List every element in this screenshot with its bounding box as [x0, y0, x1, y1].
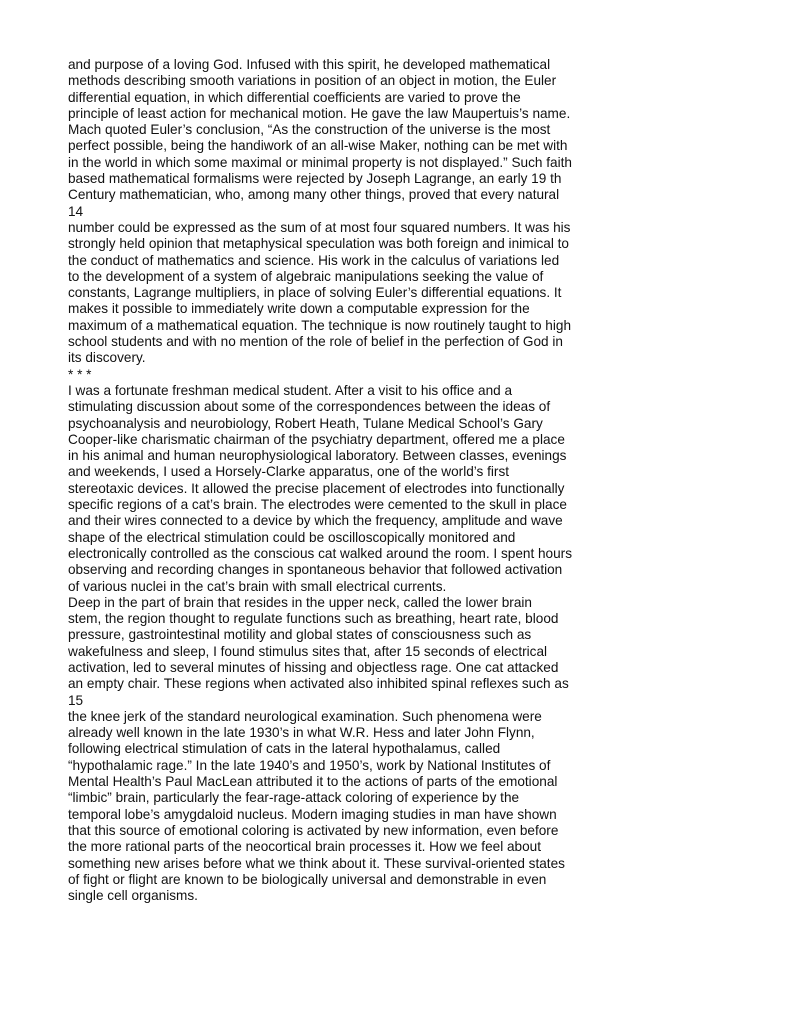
text-line: school students and with no mention of the role of belief in the perfection of God in	[68, 334, 563, 350]
text-line: shape of the electrical stimulation could be oscilloscopically monitored and	[68, 529, 516, 545]
text-line: in the world in which some maximal or minimal property is not displayed.” Such faith	[68, 154, 572, 170]
text-line: maximum of a mathematical equation. The technique is now routinely taught to high	[68, 317, 572, 333]
text-line: and weekends, I used a Horsely-Clarke apparatus, one of the world’s first	[68, 464, 510, 480]
text-line: stem, the region thought to regulate functions such as breathing, heart rate, blood	[68, 611, 559, 627]
text-line: Mental Health’s Paul MacLean attributed it to the actions of parts of the emotional	[68, 774, 558, 790]
text-line: the conduct of mathematics and science. His work in the calculus of variations led	[68, 252, 560, 268]
text-line: observing and recording changes in spontaneous behavior that followed activation	[68, 562, 563, 578]
text-line: perfect possible, being the handiwork of an all-wise Maker, nothing can be met with	[68, 138, 568, 154]
text-line: principle of least action for mechanical motion. He gave the law Maupertuis’s name.	[68, 105, 571, 121]
text-line: activation, led to several minutes of hissing and objectless rage. One cat attacked	[68, 659, 559, 675]
text-line: strongly held opinion that metaphysical speculation was both foreign and inimical to	[68, 236, 569, 252]
text-line: Cooper-like charismatic chairman of the psychiatry department, offered me a place	[68, 431, 565, 447]
text-line: already well known in the late 1930’s in what W.R. Hess and later John Flynn,	[68, 725, 535, 741]
text-line: differential equation, in which differential coefficients are varied to prove the	[68, 89, 521, 105]
document-page	[68, 57, 748, 904]
text-line: * * *	[68, 366, 92, 382]
text-line: psychoanalysis and neurobiology, Robert Heath, Tulane Medical School’s Gary	[68, 415, 543, 431]
text-line: and purpose of a loving God. Infused with this spirit, he developed mathematical	[68, 57, 551, 72]
text-line: and their wires connected to a device by which the frequency, amplitude and wave	[68, 513, 563, 529]
text-line: “limbic” brain, particularly the fear-rage-attack coloring of experience by the	[68, 790, 520, 806]
text-line: 15	[68, 692, 84, 708]
text-line: number could be expressed as the sum of at most four squared numbers. It was his	[68, 219, 571, 235]
text-line: something new arises before what we think about it. These survival-oriented states	[68, 855, 565, 871]
text-line: temporal lobe’s amygdaloid nucleus. Modern imaging studies in man have shown	[68, 806, 557, 822]
text-line: electronically controlled as the conscious cat walked around the room. I spent hours	[68, 545, 572, 561]
text-line: in his animal and human neurophysiological laboratory. Between classes, evenings	[68, 448, 567, 464]
text-line: following electrical stimulation of cats in the lateral hypothalamus, called	[68, 741, 501, 757]
text-line: stimulating discussion about some of the correspondences between the ideas of	[68, 399, 551, 415]
text-line: the knee jerk of the standard neurological examination. Such phenomena were	[68, 708, 542, 724]
text-line: wakefulness and sleep, I found stimulus sites that, after 15 seconds of electrical	[68, 643, 548, 659]
text-line: makes it possible to immediately write down a computable expression for the	[68, 301, 530, 317]
text-line: based mathematical formalisms were rejected by Joseph Lagrange, an early 19 th	[68, 171, 562, 187]
text-line: of fight or flight are known to be biologically universal and demonstrable in even	[68, 871, 547, 887]
text-line: Deep in the part of brain that resides in the upper neck, called the lower brain	[68, 594, 532, 610]
text-line: 14	[68, 203, 84, 219]
text-line: that this source of emotional coloring is activated by new information, even before	[68, 822, 559, 838]
text-line: to the development of a system of algebraic manipulations seeking the value of	[68, 268, 544, 284]
text-line: I was a fortunate freshman medical student. After a visit to his office and a	[68, 382, 513, 398]
text-line: constants, Lagrange multipliers, in place of solving Euler’s differential equations. It	[68, 285, 562, 301]
text-line: the more rational parts of the neocortical brain processes it. How we feel about	[68, 839, 542, 855]
text-line: specific regions of a cat’s brain. The electrodes were cemented to the skull in place	[68, 497, 567, 513]
text-line: its discovery.	[68, 350, 146, 366]
text-line: methods describing smooth variations in position of an object in motion, the Euler	[68, 73, 557, 89]
text-line: stereotaxic devices. It allowed the precise placement of electrodes into functionally	[68, 480, 565, 496]
text-line: Mach quoted Euler’s conclusion, “As the construction of the universe is the most	[68, 122, 551, 138]
text-line: pressure, gastrointestinal motility and global states of consciousness such as	[68, 627, 532, 643]
text-line: of various nuclei in the cat’s brain with small electrical currents.	[68, 578, 447, 594]
text-line: Century mathematician, who, among many other things, proved that every natural	[68, 187, 560, 203]
text-line: an empty chair. These regions when activated also inhibited spinal reflexes such as	[68, 676, 569, 692]
text-line: single cell organisms.	[68, 888, 198, 904]
text-line: “hypothalamic rage.” In the late 1940’s and 1950’s, work by National Institutes of	[68, 757, 551, 773]
